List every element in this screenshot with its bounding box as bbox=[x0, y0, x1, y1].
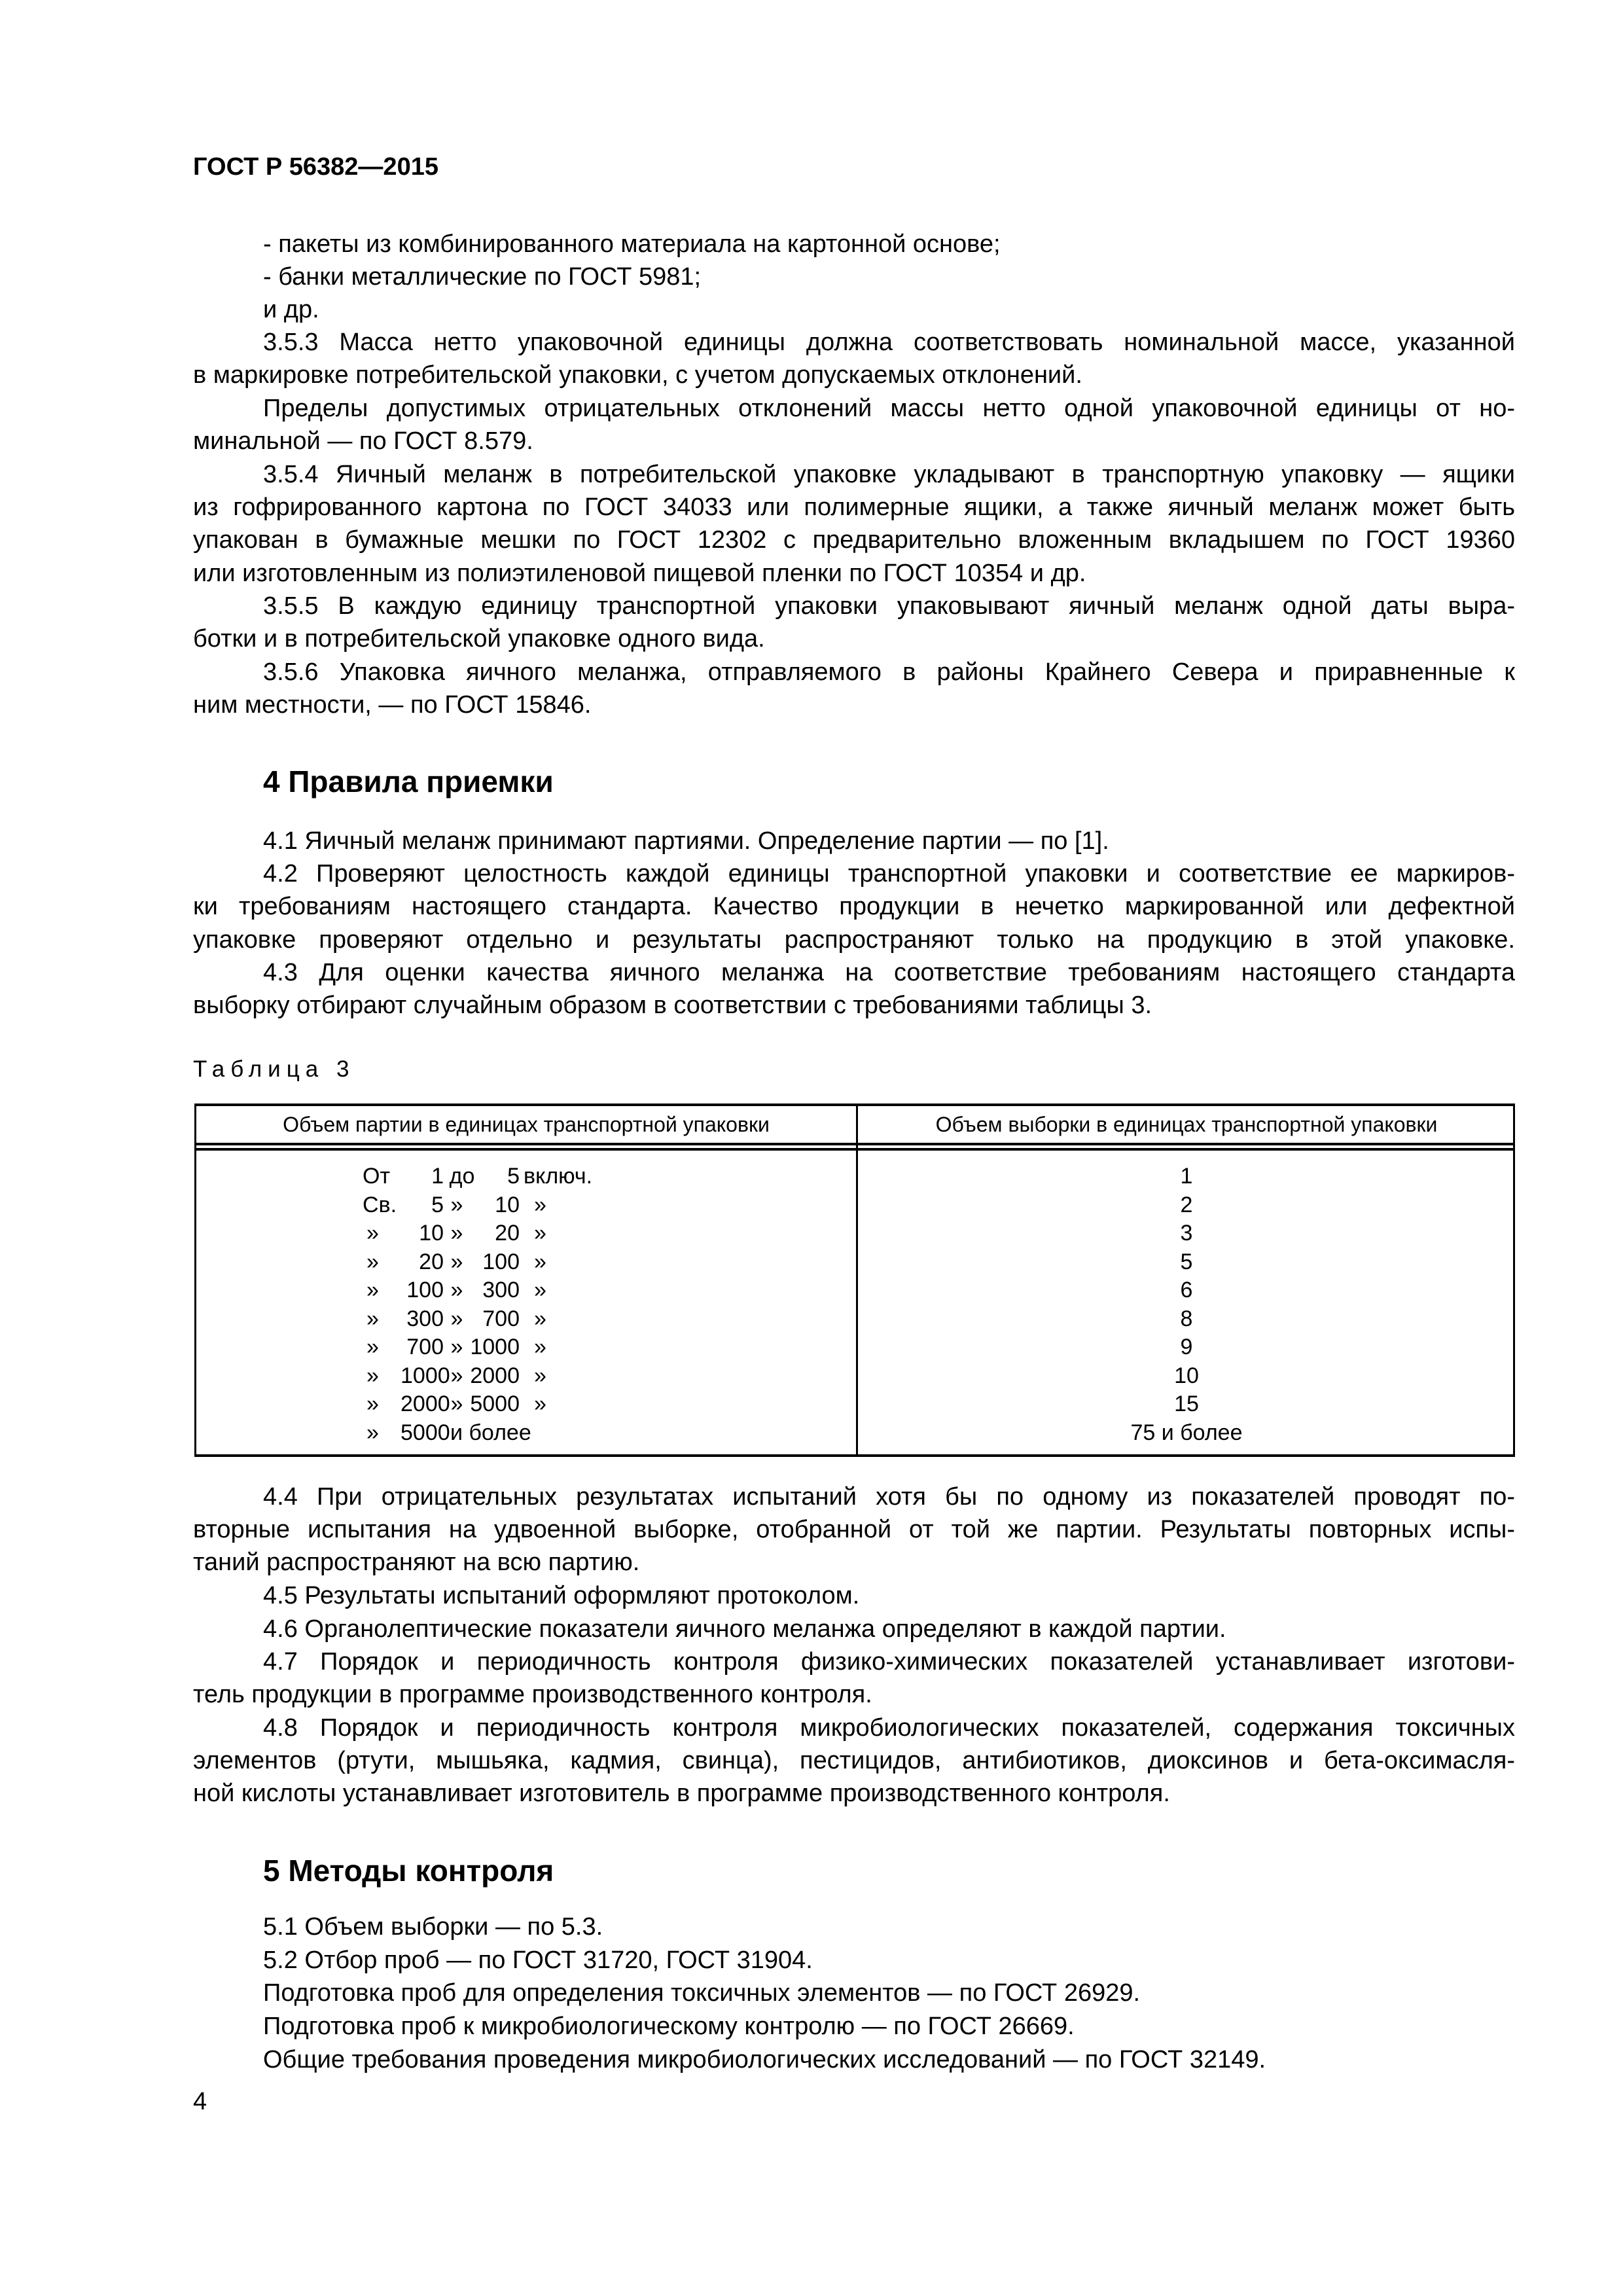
paragraph-line: ботки и в потребительской упаковке одного вида. bbox=[193, 625, 765, 653]
table-header-rule bbox=[196, 1148, 1513, 1151]
table-cell: 10 bbox=[1174, 1363, 1199, 1388]
table-row: » 10 » 20 » bbox=[366, 1221, 546, 1246]
table-cell: 15 bbox=[1174, 1391, 1199, 1416]
table-header-sample-size: Объем выборки в единицах транспортной упаковки bbox=[935, 1113, 1438, 1136]
table-cell: 1 bbox=[1180, 1164, 1193, 1189]
paragraph-line: элементов (ртути, мышьяка, кадмия, свинца), пестицидов, антибиотиков, диоксинов и бета-оксимасля- bbox=[193, 1747, 1515, 1774]
table-row: От 1 до 5 включ. bbox=[363, 1164, 593, 1189]
paragraph-line: таний распространяют на всю партию. bbox=[193, 1549, 640, 1576]
paragraph-3-5-4: 3.5.4 Яичный меланж в потребительской упаковке укладывают в транспортную упаковку — ящики bbox=[263, 461, 1515, 488]
section-heading-5: 5 Методы контроля bbox=[263, 1854, 554, 1888]
paragraph-line: в маркировке потребительской упаковки, с учетом допускаемых отклонений. bbox=[193, 361, 1082, 389]
table-cell: 5 bbox=[1180, 1249, 1193, 1274]
lot-size-column bbox=[363, 1162, 613, 1447]
paragraph-line: минальной — по ГОСТ 8.579. bbox=[193, 427, 533, 455]
paragraph-line: Пределы допустимых отрицательных отклонений массы нетто одной упаковочной единицы от но- bbox=[263, 395, 1515, 422]
table-row: » 1000 » 2000 » bbox=[366, 1363, 546, 1388]
paragraph-3-5-3: 3.5.3 Масса нетто упаковочной единицы должна соответствовать номинальной массе, указанной bbox=[263, 329, 1515, 356]
page-number: 4 bbox=[193, 2088, 207, 2115]
sample-size-column bbox=[858, 1162, 1515, 1447]
table-row: » 5000 и более bbox=[366, 1420, 531, 1445]
paragraph-line: ки требованиям настоящего стандарта. Качество продукции в нечетко маркированной или дефектной bbox=[193, 893, 1515, 920]
table-row: » 700 » 1000 » bbox=[366, 1335, 546, 1359]
table-cell: 6 bbox=[1180, 1278, 1193, 1302]
paragraph-4-8: 4.8 Порядок и периодичность контроля микробиологических показателей, содержания токсичных bbox=[263, 1714, 1515, 1742]
section-heading-4: 4 Правила приемки bbox=[263, 764, 554, 798]
table-cell: 75 и более bbox=[1130, 1420, 1243, 1445]
paragraph-line: ним местности, — по ГОСТ 15846. bbox=[193, 691, 592, 719]
paragraph-line: Подготовка проб к микробиологическому контролю — по ГОСТ 26669. bbox=[263, 2013, 1075, 2040]
paragraph-line: Подготовка проб для определения токсичных элементов — по ГОСТ 26929. bbox=[263, 1979, 1141, 2007]
paragraph-4-1: 4.1 Яичный меланж принимают партиями. Определение партии — по [1]. bbox=[263, 827, 1109, 855]
sample-size-table bbox=[194, 1103, 1515, 1457]
paragraph-3-5-5: 3.5.5 В каждую единицу транспортной упаковки упаковывают яичный меланж одной даты выра- bbox=[263, 592, 1515, 620]
paragraph-line: и др. bbox=[263, 296, 319, 323]
paragraph-line: Общие требования проведения микробиологических исследований — по ГОСТ 32149. bbox=[263, 2046, 1266, 2073]
paragraph-4-6: 4.6 Органолептические показатели яичного меланжа определяют в каждой партии. bbox=[263, 1615, 1226, 1643]
paragraph-line: упаковке проверяют отдельно и результаты распространяют только на продукцию в этой упаковке. bbox=[193, 926, 1515, 954]
paragraph-line: выборку отбирают случайным образом в соответствии с требованиями таблицы 3. bbox=[193, 992, 1152, 1019]
document-code-header: ГОСТ Р 56382—2015 bbox=[193, 153, 438, 181]
paragraph-4-4: 4.4 При отрицательных результатах испытаний хотя бы по одному из показателей проводят по- bbox=[263, 1483, 1515, 1511]
list-item: - пакеты из комбинированного материала на картонной основе; bbox=[263, 230, 1001, 258]
paragraph-line: тель продукции в программе производственного контроля. bbox=[193, 1681, 872, 1708]
paragraph-line: из гофрированного картона по ГОСТ 34033 или полимерные ящики, а также яичный меланж может быть bbox=[193, 493, 1515, 521]
table-cell: 8 bbox=[1180, 1306, 1193, 1331]
table-header-rule bbox=[196, 1143, 1513, 1145]
table-caption: Таблица 3 bbox=[193, 1056, 355, 1082]
table-cell: 9 bbox=[1180, 1335, 1193, 1359]
paragraph-5-1: 5.1 Объем выборки — по 5.3. bbox=[263, 1913, 603, 1941]
table-row: Св. 5 » 10 » bbox=[363, 1192, 546, 1217]
paragraph-line: ной кислоты устанавливает изготовитель в программе производственного контроля. bbox=[193, 1780, 1170, 1807]
list-item: - банки металлические по ГОСТ 5981; bbox=[263, 263, 702, 291]
table-cell: 3 bbox=[1180, 1221, 1193, 1246]
table-row: » 100 » 300 » bbox=[366, 1278, 546, 1302]
paragraph-line: упакован в бумажные мешки по ГОСТ 12302 с предварительно вложенным вкладышем по ГОСТ 19360 bbox=[193, 526, 1515, 554]
table-row: » 20 » 100 » bbox=[366, 1249, 546, 1274]
paragraph-4-3: 4.3 Для оценки качества яичного меланжа на соответствие требованиям настоящего стандарта bbox=[263, 959, 1515, 986]
paragraph-4-7: 4.7 Порядок и периодичность контроля физико-химических показателей устанавливает изготови- bbox=[263, 1648, 1515, 1676]
table-cell: 2 bbox=[1180, 1192, 1193, 1217]
table-row: » 300 » 700 » bbox=[366, 1306, 546, 1331]
paragraph-4-5: 4.5 Результаты испытаний оформляют протоколом. bbox=[263, 1582, 860, 1609]
paragraph-line: или изготовленным из полиэтиленовой пищевой пленки по ГОСТ 10354 и др. bbox=[193, 560, 1086, 587]
table-header-lot-size: Объем партии в единицах транспортной упаковки bbox=[283, 1113, 770, 1136]
paragraph-5-2: 5.2 Отбор проб — по ГОСТ 31720, ГОСТ 31904. bbox=[263, 1946, 813, 1974]
paragraph-3-5-6: 3.5.6 Упаковка яичного меланжа, отправляемого в районы Крайнего Севера и приравненные к bbox=[263, 658, 1515, 686]
paragraph-4-2: 4.2 Проверяют целостность каждой единицы транспортной упаковки и соответствие ее маркиров- bbox=[263, 860, 1515, 888]
paragraph-line: вторные испытания на удвоенной выборке, отобранной от той же партии. Результаты повторных испы- bbox=[193, 1516, 1515, 1543]
table-row: » 2000 » 5000 » bbox=[366, 1391, 546, 1416]
